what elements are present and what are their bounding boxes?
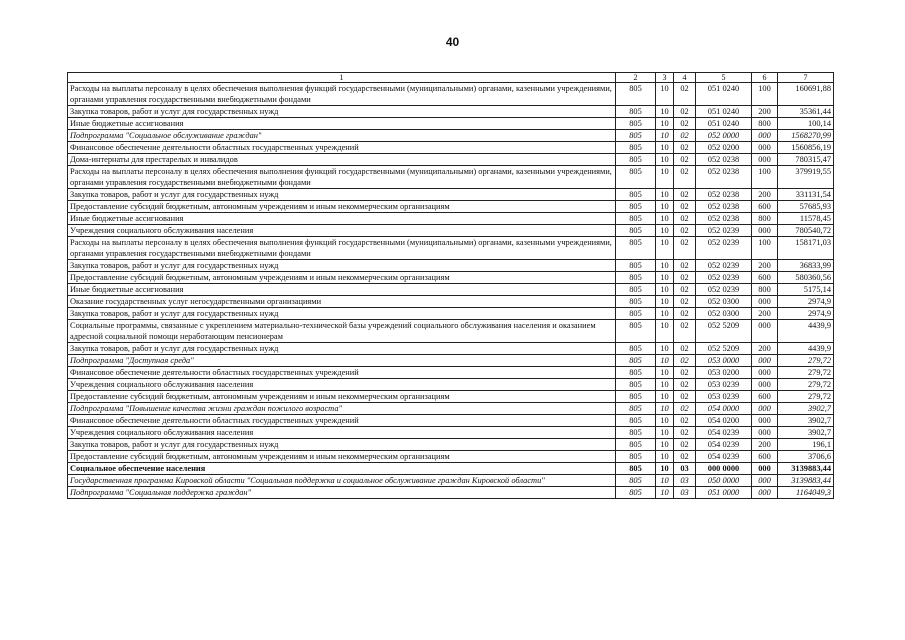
target-article-cell: 054 0000	[696, 403, 752, 415]
column-header: 5	[696, 73, 752, 83]
ved-code-cell: 805	[616, 475, 656, 487]
expense-type-cell: 200	[752, 343, 778, 355]
expense-type-cell: 100	[752, 237, 778, 260]
expense-type-cell: 000	[752, 463, 778, 475]
subsection-code-cell: 02	[674, 439, 696, 451]
amount-cell: 11578,45	[778, 213, 834, 225]
amount-cell: 279,72	[778, 379, 834, 391]
amount-cell: 2974,9	[778, 308, 834, 320]
expense-type-cell: 000	[752, 427, 778, 439]
table-row	[68, 284, 834, 296]
expense-type-cell: 100	[752, 166, 778, 189]
ved-code-cell: 805	[616, 296, 656, 308]
table-row	[68, 166, 834, 189]
ved-code-cell: 805	[616, 391, 656, 403]
row-name-cell: Учреждения социального обслуживания населения	[68, 225, 616, 237]
table-row	[68, 463, 834, 475]
ved-code-cell: 805	[616, 142, 656, 154]
subsection-code-cell: 02	[674, 308, 696, 320]
amount-cell: 3902,7	[778, 427, 834, 439]
expense-type-cell: 000	[752, 379, 778, 391]
amount-cell: 3706,6	[778, 451, 834, 463]
row-name-cell: Финансовое обеспечение деятельности областных государственных учреждений	[68, 367, 616, 379]
expense-type-cell: 600	[752, 272, 778, 284]
table-row	[68, 475, 834, 487]
table-row	[68, 260, 834, 272]
row-name-cell: Предоставление субсидий бюджетным, автономным учреждениям и иным некоммерческим организациям	[68, 272, 616, 284]
row-name-cell: Закупка товаров, работ и услуг для государственных нужд	[68, 189, 616, 201]
target-article-cell: 052 0239	[696, 260, 752, 272]
expense-type-cell: 800	[752, 213, 778, 225]
ved-code-cell: 805	[616, 260, 656, 272]
row-name-cell: Расходы на выплаты персоналу в целях обеспечения выполнения функций государственными (муниципальными) органами, казенными учреждениями, органами управления государственными внебюджетными фондами	[68, 166, 616, 189]
amount-cell: 57685,93	[778, 201, 834, 213]
table-row	[68, 225, 834, 237]
target-article-cell: 054 0200	[696, 415, 752, 427]
ved-code-cell: 805	[616, 403, 656, 415]
amount-cell: 4439,9	[778, 320, 834, 343]
amount-cell: 780540,72	[778, 225, 834, 237]
target-article-cell: 052 0239	[696, 237, 752, 260]
subsection-code-cell: 02	[674, 379, 696, 391]
subsection-code-cell: 02	[674, 213, 696, 225]
expense-type-cell: 100	[752, 83, 778, 106]
subsection-code-cell: 02	[674, 415, 696, 427]
budget-table	[67, 72, 834, 499]
section-code-cell: 10	[656, 154, 674, 166]
subsection-code-cell: 02	[674, 451, 696, 463]
row-name-cell: Предоставление субсидий бюджетным, автономным учреждениям и иным некоммерческим организациям	[68, 451, 616, 463]
target-article-cell: 052 0238	[696, 189, 752, 201]
section-code-cell: 10	[656, 201, 674, 213]
row-name-cell: Закупка товаров, работ и услуг для государственных нужд	[68, 260, 616, 272]
expense-type-cell: 200	[752, 189, 778, 201]
subsection-code-cell: 02	[674, 189, 696, 201]
ved-code-cell: 805	[616, 118, 656, 130]
target-article-cell: 051 0240	[696, 118, 752, 130]
ved-code-cell: 805	[616, 308, 656, 320]
target-article-cell: 052 5209	[696, 320, 752, 343]
ved-code-cell: 805	[616, 83, 656, 106]
expense-type-cell: 600	[752, 451, 778, 463]
subsection-code-cell: 02	[674, 403, 696, 415]
section-code-cell: 10	[656, 367, 674, 379]
expense-type-cell: 000	[752, 415, 778, 427]
table-row	[68, 379, 834, 391]
ved-code-cell: 805	[616, 320, 656, 343]
target-article-cell: 051 0000	[696, 487, 752, 499]
subsection-code-cell: 02	[674, 201, 696, 213]
subsection-code-cell: 02	[674, 272, 696, 284]
table-header-row	[68, 73, 834, 83]
target-article-cell: 052 0300	[696, 308, 752, 320]
row-name-cell: Оказание государственных услуг негосударственными организациями	[68, 296, 616, 308]
amount-cell: 279,72	[778, 391, 834, 403]
section-code-cell: 10	[656, 427, 674, 439]
expense-type-cell: 000	[752, 225, 778, 237]
subsection-code-cell: 02	[674, 225, 696, 237]
ved-code-cell: 805	[616, 213, 656, 225]
table-row	[68, 308, 834, 320]
ved-code-cell: 805	[616, 225, 656, 237]
amount-cell: 580360,56	[778, 272, 834, 284]
row-name-cell: Предоставление субсидий бюджетным, автономным учреждениям и иным некоммерческим организациям	[68, 391, 616, 403]
target-article-cell: 052 0239	[696, 284, 752, 296]
target-article-cell: 052 0239	[696, 272, 752, 284]
table-row	[68, 237, 834, 260]
row-name-cell: Расходы на выплаты персоналу в целях обеспечения выполнения функций государственными (муниципальными) органами, казенными учреждениями, органами управления государственными внебюджетными фондами	[68, 237, 616, 260]
expense-type-cell: 000	[752, 142, 778, 154]
amount-cell: 158171,03	[778, 237, 834, 260]
table-row	[68, 487, 834, 499]
amount-cell: 35361,44	[778, 106, 834, 118]
table-row	[68, 201, 834, 213]
target-article-cell: 053 0239	[696, 379, 752, 391]
row-name-cell: Подпрограмма "Повышение качества жизни граждан пожилого возраста"	[68, 403, 616, 415]
table-body	[68, 83, 834, 499]
row-name-cell: Закупка товаров, работ и услуг для государственных нужд	[68, 308, 616, 320]
table-row	[68, 154, 834, 166]
amount-cell: 331131,54	[778, 189, 834, 201]
amount-cell: 4439,9	[778, 343, 834, 355]
section-code-cell: 10	[656, 415, 674, 427]
ved-code-cell: 805	[616, 272, 656, 284]
expense-type-cell: 000	[752, 475, 778, 487]
section-code-cell: 10	[656, 118, 674, 130]
column-header: 3	[656, 73, 674, 83]
page-number: 40	[445, 35, 460, 49]
expense-type-cell: 000	[752, 154, 778, 166]
section-code-cell: 10	[656, 106, 674, 118]
target-article-cell: 052 0239	[696, 225, 752, 237]
row-name-cell: Дома-интернаты для престарелых и инвалидов	[68, 154, 616, 166]
section-code-cell: 10	[656, 260, 674, 272]
row-name-cell: Иные бюджетные ассигнования	[68, 213, 616, 225]
amount-cell: 279,72	[778, 355, 834, 367]
ved-code-cell: 805	[616, 284, 656, 296]
expense-type-cell: 200	[752, 439, 778, 451]
expense-type-cell: 600	[752, 391, 778, 403]
table-row	[68, 189, 834, 201]
subsection-code-cell: 02	[674, 166, 696, 189]
target-article-cell: 052 0200	[696, 142, 752, 154]
row-name-cell: Иные бюджетные ассигнования	[68, 118, 616, 130]
target-article-cell: 052 0238	[696, 166, 752, 189]
ved-code-cell: 805	[616, 427, 656, 439]
row-name-cell: Закупка товаров, работ и услуг для государственных нужд	[68, 439, 616, 451]
subsection-code-cell: 02	[674, 296, 696, 308]
section-code-cell: 10	[656, 451, 674, 463]
table-row	[68, 367, 834, 379]
table-row	[68, 451, 834, 463]
target-article-cell: 052 0238	[696, 154, 752, 166]
expense-type-cell: 800	[752, 118, 778, 130]
expense-type-cell: 800	[752, 284, 778, 296]
table-row	[68, 118, 834, 130]
subsection-code-cell: 02	[674, 237, 696, 260]
amount-cell: 160691,88	[778, 83, 834, 106]
section-code-cell: 10	[656, 142, 674, 154]
row-name-cell: Учреждения социального обслуживания населения	[68, 427, 616, 439]
target-article-cell: 053 0200	[696, 367, 752, 379]
expense-type-cell: 200	[752, 260, 778, 272]
ved-code-cell: 805	[616, 439, 656, 451]
subsection-code-cell: 02	[674, 427, 696, 439]
target-article-cell: 054 0239	[696, 451, 752, 463]
row-name-cell: Финансовое обеспечение деятельности областных государственных учреждений	[68, 142, 616, 154]
subsection-code-cell: 02	[674, 154, 696, 166]
expense-type-cell: 200	[752, 106, 778, 118]
table-row	[68, 343, 834, 355]
amount-cell: 2974,9	[778, 296, 834, 308]
ved-code-cell: 805	[616, 166, 656, 189]
target-article-cell: 054 0239	[696, 439, 752, 451]
ved-code-cell: 805	[616, 106, 656, 118]
row-name-cell: Социальное обеспечение населения	[68, 463, 616, 475]
subsection-code-cell: 02	[674, 130, 696, 142]
section-code-cell: 10	[656, 475, 674, 487]
section-code-cell: 10	[656, 189, 674, 201]
section-code-cell: 10	[656, 225, 674, 237]
ved-code-cell: 805	[616, 189, 656, 201]
target-article-cell: 052 0238	[696, 201, 752, 213]
subsection-code-cell: 02	[674, 391, 696, 403]
target-article-cell: 051 0240	[696, 83, 752, 106]
section-code-cell: 10	[656, 463, 674, 475]
subsection-code-cell: 03	[674, 487, 696, 499]
table-row	[68, 320, 834, 343]
row-name-cell: Закупка товаров, работ и услуг для государственных нужд	[68, 343, 616, 355]
expense-type-cell: 000	[752, 130, 778, 142]
subsection-code-cell: 02	[674, 355, 696, 367]
target-article-cell: 053 0000	[696, 355, 752, 367]
column-header: 2	[616, 73, 656, 83]
ved-code-cell: 805	[616, 487, 656, 499]
section-code-cell: 10	[656, 343, 674, 355]
amount-cell: 279,72	[778, 367, 834, 379]
amount-cell: 1164049,3	[778, 487, 834, 499]
column-header: 7	[778, 73, 834, 83]
amount-cell: 379919,55	[778, 166, 834, 189]
section-code-cell: 10	[656, 296, 674, 308]
expense-type-cell: 000	[752, 355, 778, 367]
table-row	[68, 296, 834, 308]
subsection-code-cell: 03	[674, 475, 696, 487]
section-code-cell: 10	[656, 379, 674, 391]
ved-code-cell: 805	[616, 451, 656, 463]
amount-cell: 5175,14	[778, 284, 834, 296]
table-row	[68, 83, 834, 106]
column-header: 4	[674, 73, 696, 83]
subsection-code-cell: 02	[674, 284, 696, 296]
row-name-cell: Подпрограмма "Социальное обслуживание граждан"	[68, 130, 616, 142]
ved-code-cell: 805	[616, 367, 656, 379]
table-row	[68, 427, 834, 439]
section-code-cell: 10	[656, 272, 674, 284]
section-code-cell: 10	[656, 403, 674, 415]
subsection-code-cell: 02	[674, 320, 696, 343]
ved-code-cell: 805	[616, 154, 656, 166]
section-code-cell: 10	[656, 308, 674, 320]
amount-cell: 1568270,99	[778, 130, 834, 142]
subsection-code-cell: 02	[674, 260, 696, 272]
table-row	[68, 106, 834, 118]
subsection-code-cell: 03	[674, 463, 696, 475]
ved-code-cell: 805	[616, 415, 656, 427]
row-name-cell: Иные бюджетные ассигнования	[68, 284, 616, 296]
subsection-code-cell: 02	[674, 343, 696, 355]
table-row	[68, 415, 834, 427]
expense-type-cell: 600	[752, 201, 778, 213]
ved-code-cell: 805	[616, 343, 656, 355]
ved-code-cell: 805	[616, 237, 656, 260]
section-code-cell: 10	[656, 320, 674, 343]
row-name-cell: Закупка товаров, работ и услуг для государственных нужд	[68, 106, 616, 118]
section-code-cell: 10	[656, 237, 674, 260]
row-name-cell: Подпрограмма "Социальная поддержка граждан"	[68, 487, 616, 499]
table-row	[68, 355, 834, 367]
section-code-cell: 10	[656, 166, 674, 189]
target-article-cell: 052 5209	[696, 343, 752, 355]
amount-cell: 36833,99	[778, 260, 834, 272]
column-header: 1	[68, 73, 616, 83]
expense-type-cell: 000	[752, 403, 778, 415]
section-code-cell: 10	[656, 355, 674, 367]
section-code-cell: 10	[656, 130, 674, 142]
expense-type-cell: 200	[752, 308, 778, 320]
ved-code-cell: 805	[616, 463, 656, 475]
target-article-cell: 052 0000	[696, 130, 752, 142]
subsection-code-cell: 02	[674, 118, 696, 130]
amount-cell: 780315,47	[778, 154, 834, 166]
subsection-code-cell: 02	[674, 367, 696, 379]
table-row	[68, 130, 834, 142]
section-code-cell: 10	[656, 391, 674, 403]
column-header: 6	[752, 73, 778, 83]
target-article-cell: 051 0240	[696, 106, 752, 118]
subsection-code-cell: 02	[674, 142, 696, 154]
row-name-cell: Государственная программа Кировской области "Социальная поддержка и социальное обслуживание граждан Кировской области"	[68, 475, 616, 487]
section-code-cell: 10	[656, 439, 674, 451]
ved-code-cell: 805	[616, 130, 656, 142]
section-code-cell: 10	[656, 487, 674, 499]
target-article-cell: 000 0000	[696, 463, 752, 475]
section-code-cell: 10	[656, 83, 674, 106]
expense-type-cell: 000	[752, 296, 778, 308]
expense-type-cell: 000	[752, 487, 778, 499]
subsection-code-cell: 02	[674, 83, 696, 106]
subsection-code-cell: 02	[674, 106, 696, 118]
target-article-cell: 054 0239	[696, 427, 752, 439]
amount-cell: 3139883,44	[778, 463, 834, 475]
ved-code-cell: 805	[616, 355, 656, 367]
amount-cell: 3139883,44	[778, 475, 834, 487]
table-row	[68, 213, 834, 225]
table-row	[68, 272, 834, 284]
section-code-cell: 10	[656, 284, 674, 296]
amount-cell: 196,1	[778, 439, 834, 451]
table-row	[68, 391, 834, 403]
ved-code-cell: 805	[616, 379, 656, 391]
ved-code-cell: 805	[616, 201, 656, 213]
table-row	[68, 403, 834, 415]
row-name-cell: Финансовое обеспечение деятельности областных государственных учреждений	[68, 415, 616, 427]
amount-cell: 1560856,19	[778, 142, 834, 154]
target-article-cell: 052 0238	[696, 213, 752, 225]
row-name-cell: Подпрограмма "Доступная среда"	[68, 355, 616, 367]
table-row	[68, 142, 834, 154]
amount-cell: 100,14	[778, 118, 834, 130]
expense-type-cell: 000	[752, 320, 778, 343]
amount-cell: 3902,7	[778, 403, 834, 415]
target-article-cell: 052 0300	[696, 296, 752, 308]
table-row	[68, 439, 834, 451]
row-name-cell: Расходы на выплаты персоналу в целях обеспечения выполнения функций государственными (муниципальными) органами, казенными учреждениями, органами управления государственными внебюджетными фондами	[68, 83, 616, 106]
section-code-cell: 10	[656, 213, 674, 225]
target-article-cell: 050 0000	[696, 475, 752, 487]
row-name-cell: Предоставление субсидий бюджетным, автономным учреждениям и иным некоммерческим организациям	[68, 201, 616, 213]
amount-cell: 3902,7	[778, 415, 834, 427]
row-name-cell: Учреждения социального обслуживания населения	[68, 379, 616, 391]
target-article-cell: 053 0239	[696, 391, 752, 403]
expense-type-cell: 000	[752, 367, 778, 379]
row-name-cell: Социальные программы, связанные с укреплением материально-технической базы учреждений социального обслуживания населения и оказанием адресной социальной помощи неработающим пенсионерам	[68, 320, 616, 343]
